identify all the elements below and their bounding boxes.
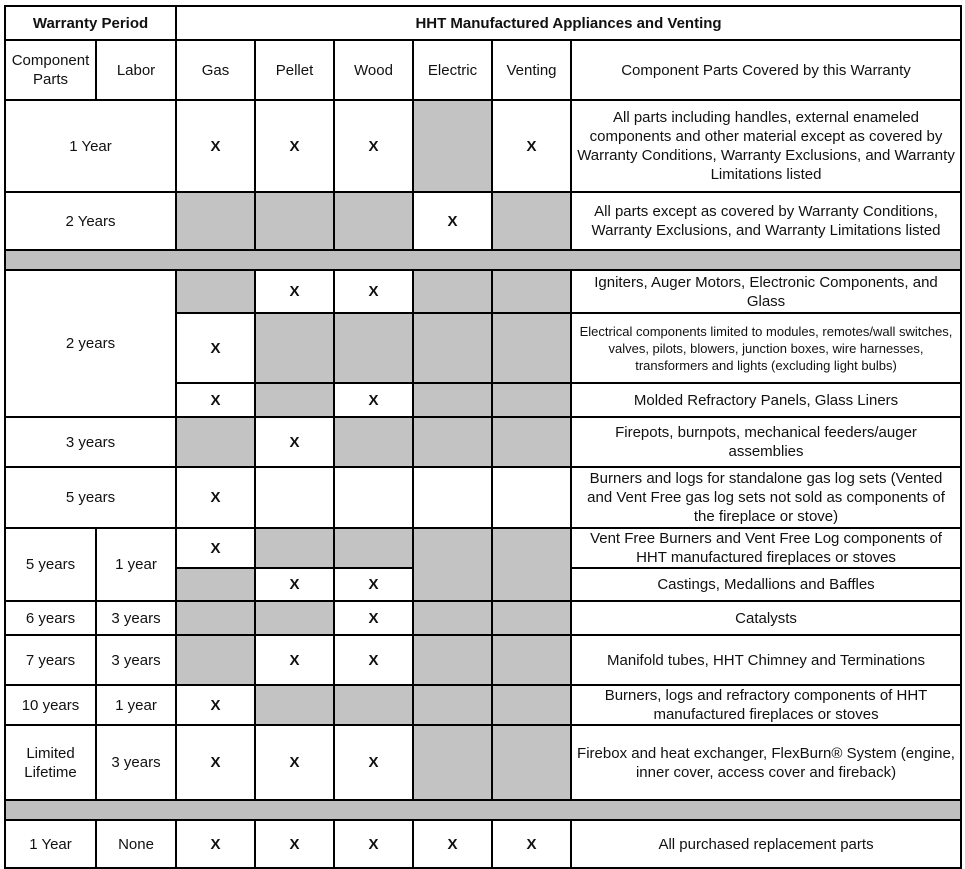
separator-row bbox=[5, 800, 961, 820]
pellet-na bbox=[255, 383, 334, 417]
venting-header: Venting bbox=[492, 40, 571, 100]
period-cell: 5 years bbox=[5, 467, 176, 528]
covered-desc: All parts except as covered by Warranty Conditions, Warranty Exclusions, and Warranty Limitations listed bbox=[571, 192, 961, 250]
wood-na bbox=[334, 192, 413, 250]
period-cell: 2 Years bbox=[5, 192, 176, 250]
gas-na bbox=[176, 192, 255, 250]
period-cell: 10 years bbox=[5, 685, 96, 725]
electric-na bbox=[413, 100, 492, 192]
period-cell: 1 Year bbox=[5, 820, 96, 868]
table-row bbox=[5, 528, 961, 568]
table-row bbox=[5, 685, 961, 725]
electric-na bbox=[413, 725, 492, 800]
period-cell: 5 years bbox=[5, 528, 96, 601]
pellet-mark: X bbox=[255, 100, 334, 192]
venting-na bbox=[492, 383, 571, 417]
wood-na bbox=[334, 685, 413, 725]
covered-header: Component Parts Covered by this Warranty bbox=[571, 40, 961, 100]
venting-na bbox=[492, 725, 571, 800]
covered-desc: Manifold tubes, HHT Chimney and Terminations bbox=[571, 635, 961, 685]
wood-mark: X bbox=[334, 383, 413, 417]
gas-header: Gas bbox=[176, 40, 255, 100]
electric-mark: X bbox=[413, 820, 492, 868]
gas-na bbox=[176, 417, 255, 467]
covered-desc: Firepots, burnpots, mechanical feeders/auger assemblies bbox=[571, 417, 961, 467]
wood-na bbox=[334, 528, 413, 568]
gas-mark: X bbox=[176, 383, 255, 417]
table-row bbox=[5, 635, 961, 685]
venting-na bbox=[492, 270, 571, 313]
separator-row bbox=[5, 250, 961, 270]
covered-desc: All purchased replacement parts bbox=[571, 820, 961, 868]
pellet-mark: X bbox=[255, 568, 334, 601]
covered-desc: Igniters, Auger Motors, Electronic Components, and Glass bbox=[571, 270, 961, 313]
gas-mark: X bbox=[176, 685, 255, 725]
wood-mark: X bbox=[334, 100, 413, 192]
electric-na bbox=[413, 417, 492, 467]
column-header-row bbox=[5, 40, 961, 100]
labor-cell: 1 year bbox=[96, 528, 176, 601]
table-row bbox=[5, 100, 961, 192]
venting-na bbox=[492, 635, 571, 685]
wood-na bbox=[334, 313, 413, 383]
warranty-period-header: Warranty Period bbox=[5, 6, 176, 40]
gas-na bbox=[176, 270, 255, 313]
covered-desc: Electrical components limited to modules, remotes/wall switches, valves, pilots, blowers, junction boxes, wire harnesses, transformers and lights (excluding light bulbs) bbox=[571, 313, 961, 383]
gas-mark: X bbox=[176, 528, 255, 568]
labor-cell: 3 years bbox=[96, 725, 176, 800]
wood-na bbox=[334, 417, 413, 467]
wood-header: Wood bbox=[334, 40, 413, 100]
period-cell: 2 years bbox=[5, 270, 176, 417]
wood-empty bbox=[334, 467, 413, 528]
covered-desc: Catalysts bbox=[571, 601, 961, 635]
electric-na bbox=[413, 635, 492, 685]
period-cell: 1 Year bbox=[5, 100, 176, 192]
covered-desc: Vent Free Burners and Vent Free Log components of HHT manufactured fireplaces or stoves bbox=[571, 528, 961, 568]
gas-na bbox=[176, 635, 255, 685]
table-row bbox=[5, 725, 961, 800]
venting-na bbox=[492, 601, 571, 635]
wood-mark: X bbox=[334, 725, 413, 800]
pellet-na bbox=[255, 685, 334, 725]
pellet-mark: X bbox=[255, 270, 334, 313]
pellet-na bbox=[255, 192, 334, 250]
table-row bbox=[5, 467, 961, 528]
wood-mark: X bbox=[334, 635, 413, 685]
pellet-empty bbox=[255, 467, 334, 528]
electric-na bbox=[413, 601, 492, 635]
covered-desc: Firebox and heat exchanger, FlexBurn® System (engine, inner cover, access cover and fireback) bbox=[571, 725, 961, 800]
venting-na bbox=[492, 313, 571, 383]
labor-cell: 3 years bbox=[96, 601, 176, 635]
gas-na bbox=[176, 601, 255, 635]
electric-na bbox=[413, 270, 492, 313]
pellet-mark: X bbox=[255, 820, 334, 868]
gas-na bbox=[176, 568, 255, 601]
labor-header: Labor bbox=[96, 40, 176, 100]
electric-header: Electric bbox=[413, 40, 492, 100]
wood-mark: X bbox=[334, 568, 413, 601]
electric-na bbox=[413, 685, 492, 725]
period-cell: 7 years bbox=[5, 635, 96, 685]
labor-cell: 3 years bbox=[96, 635, 176, 685]
labor-cell: 1 year bbox=[96, 685, 176, 725]
venting-na bbox=[492, 685, 571, 725]
venting-na bbox=[492, 192, 571, 250]
covered-desc: Castings, Medallions and Baffles bbox=[571, 568, 961, 601]
table-row bbox=[5, 270, 961, 313]
pellet-na bbox=[255, 528, 334, 568]
separator bbox=[5, 250, 961, 270]
venting-mark: X bbox=[492, 820, 571, 868]
table-row bbox=[5, 192, 961, 250]
gas-mark: X bbox=[176, 820, 255, 868]
electric-empty bbox=[413, 467, 492, 528]
venting-na bbox=[492, 417, 571, 467]
covered-desc: All parts including handles, external enameled components and other material except as covered by Warranty Conditions, Warranty Exclusions, and Warranty Limitations listed bbox=[571, 100, 961, 192]
pellet-mark: X bbox=[255, 635, 334, 685]
covered-desc: Burners, logs and refractory components of HHT manufactured fireplaces or stoves bbox=[571, 685, 961, 725]
covered-desc: Molded Refractory Panels, Glass Liners bbox=[571, 383, 961, 417]
wood-mark: X bbox=[334, 820, 413, 868]
table-row bbox=[5, 601, 961, 635]
table-row bbox=[5, 820, 961, 868]
venting-na bbox=[492, 528, 571, 601]
electric-na bbox=[413, 528, 492, 601]
component-parts-header: Component Parts bbox=[5, 40, 96, 100]
covered-desc: Burners and logs for standalone gas log sets (Vented and Vent Free gas log sets not sold as components of the fireplace or stove) bbox=[571, 467, 961, 528]
electric-mark: X bbox=[413, 192, 492, 250]
pellet-na bbox=[255, 601, 334, 635]
period-cell: 6 years bbox=[5, 601, 96, 635]
separator bbox=[5, 800, 961, 820]
venting-mark: X bbox=[492, 100, 571, 192]
pellet-header: Pellet bbox=[255, 40, 334, 100]
wood-mark: X bbox=[334, 270, 413, 313]
gas-mark: X bbox=[176, 467, 255, 528]
table-row bbox=[5, 417, 961, 467]
wood-mark: X bbox=[334, 601, 413, 635]
gas-mark: X bbox=[176, 313, 255, 383]
appliances-header: HHT Manufactured Appliances and Venting bbox=[176, 6, 961, 40]
pellet-mark: X bbox=[255, 725, 334, 800]
warranty-table bbox=[4, 5, 962, 869]
venting-empty bbox=[492, 467, 571, 528]
pellet-na bbox=[255, 313, 334, 383]
electric-na bbox=[413, 313, 492, 383]
period-cell: 3 years bbox=[5, 417, 176, 467]
gas-mark: X bbox=[176, 100, 255, 192]
header-row bbox=[5, 6, 961, 40]
electric-na bbox=[413, 383, 492, 417]
gas-mark: X bbox=[176, 725, 255, 800]
period-cell: Limited Lifetime bbox=[5, 725, 96, 800]
labor-cell: None bbox=[96, 820, 176, 868]
pellet-mark: X bbox=[255, 417, 334, 467]
